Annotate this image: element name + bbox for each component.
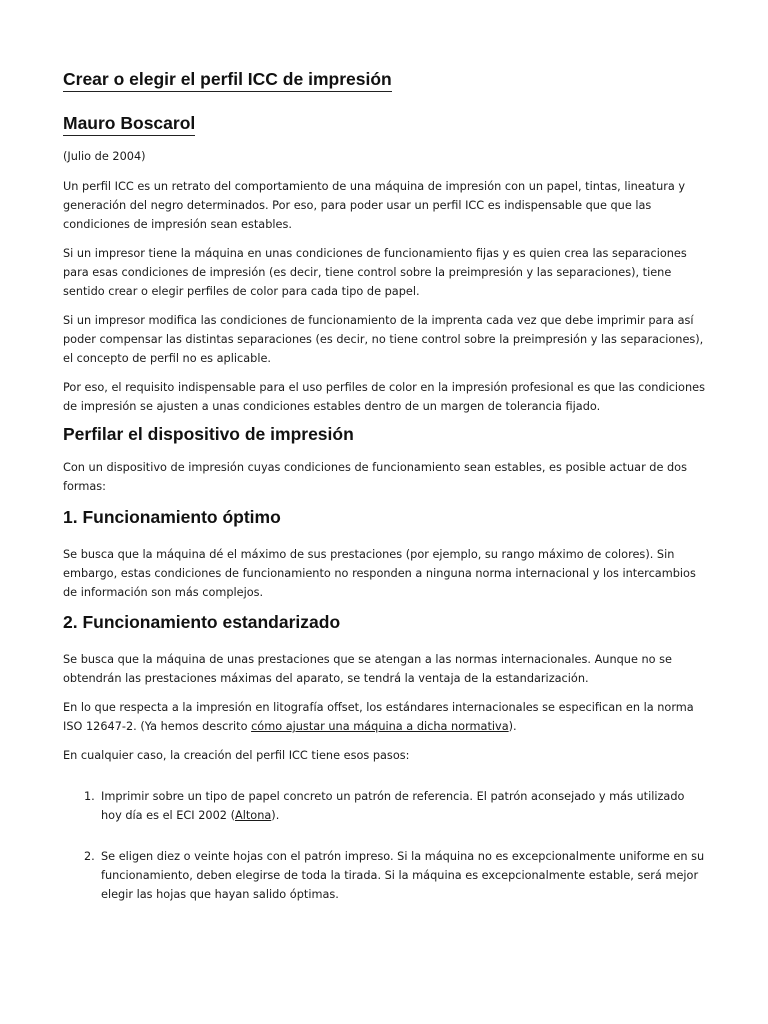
section-heading-standard: 2. Funcionamiento estandarizado bbox=[63, 612, 341, 632]
list-item-text bbox=[101, 787, 707, 825]
intro-paragraph-4: Por eso, el requisito indispensable para el uso perfiles de color en la impresión profesional es que las condiciones de impresión se ajusten a unas condiciones estables dentro de un margen de tolerancia fijado. bbox=[63, 381, 705, 413]
intro-paragraph-2: Si un impresor tiene la máquina en unas condiciones de funcionamiento fijas y es quien crea las separaciones para esas condiciones de impresión (es decir, tiene control sobre la preimpresión y las separaciones), tiene sentido crear o elegir perfiles de color para cada tipo de papel. bbox=[63, 247, 687, 298]
step-1-text-before: Imprimir sobre un tipo de papel concreto un patrón de referencia. El patrón aconsejado y más utilizado hoy día es el ECI 2002 ( bbox=[101, 790, 685, 822]
intro-paragraph-3: Si un impresor modifica las condiciones de funcionamiento de la imprenta cada vez que debe imprimir para así poder compensar las distintas separaciones (es decir, no tiene control sobre la preimpresión y las separaciones), el concepto de perfil no es aplicable. bbox=[63, 314, 704, 365]
list-item bbox=[63, 847, 708, 904]
section-heading-profile: Perfilar el dispositivo de impresión bbox=[63, 424, 354, 444]
step-1-text-after: ). bbox=[271, 809, 280, 822]
list-item-number: 1. bbox=[84, 790, 95, 803]
altona-link[interactable]: Altona bbox=[234, 809, 272, 822]
iso-paragraph bbox=[63, 698, 708, 736]
page-title: Crear o elegir el perfil ICC de impresión bbox=[63, 69, 392, 92]
adjust-machine-link[interactable]: cómo ajustar una máquina a dicha normativa bbox=[251, 720, 509, 733]
iso-text-before: En lo que respecta a la impresión en litografía offset, los estándares internacionales se especifican en la norma ISO 12647-2. (Ya hemos descrito bbox=[63, 701, 694, 733]
iso-text-after: ). bbox=[508, 720, 517, 733]
list-item-text: Se eligen diez o veinte hojas con el patrón impreso. Si la máquina no es excepcionalmente uniforme en su funcionamiento, deben elegirse de toda la tirada. Si la máquina es excepcionalmente estable, será mejor elegir las hojas que hayan salido óptimas. bbox=[101, 850, 705, 901]
section-standard-text: Se busca que la máquina de unas prestaciones que se atengan a las normas internacionales. Aunque no se obtendrán las prestaciones máximas del aparato, se tendrá la ventaja de la estandarización. bbox=[63, 653, 672, 685]
steps-intro: En cualquier caso, la creación del perfil ICC tiene esos pasos: bbox=[63, 749, 410, 762]
intro-paragraph-1: Un perfil ICC es un retrato del comportamiento de una máquina de impresión con un papel, tintas, lineatura y generación del negro determinados. Por eso, para poder usar un perfil ICC es indispensable que que las condiciones de impresión sean estables. bbox=[63, 180, 686, 231]
list-item bbox=[63, 787, 708, 825]
list-item-number: 2. bbox=[84, 850, 95, 863]
publication-date: (Julio de 2004) bbox=[63, 150, 146, 163]
section-profile-text: Con un dispositivo de impresión cuyas condiciones de funcionamiento sean estables, es posible actuar de dos formas: bbox=[63, 461, 687, 493]
section-optimal-text: Se busca que la máquina dé el máximo de sus prestaciones (por ejemplo, su rango máximo de colores). Sin embargo, estas condiciones de funcionamiento no responden a ninguna norma internacional y los intercambios de información son más complejos. bbox=[63, 548, 696, 599]
author-name: Mauro Boscarol bbox=[63, 113, 195, 136]
section-heading-optimal: 1. Funcionamiento óptimo bbox=[63, 507, 281, 527]
